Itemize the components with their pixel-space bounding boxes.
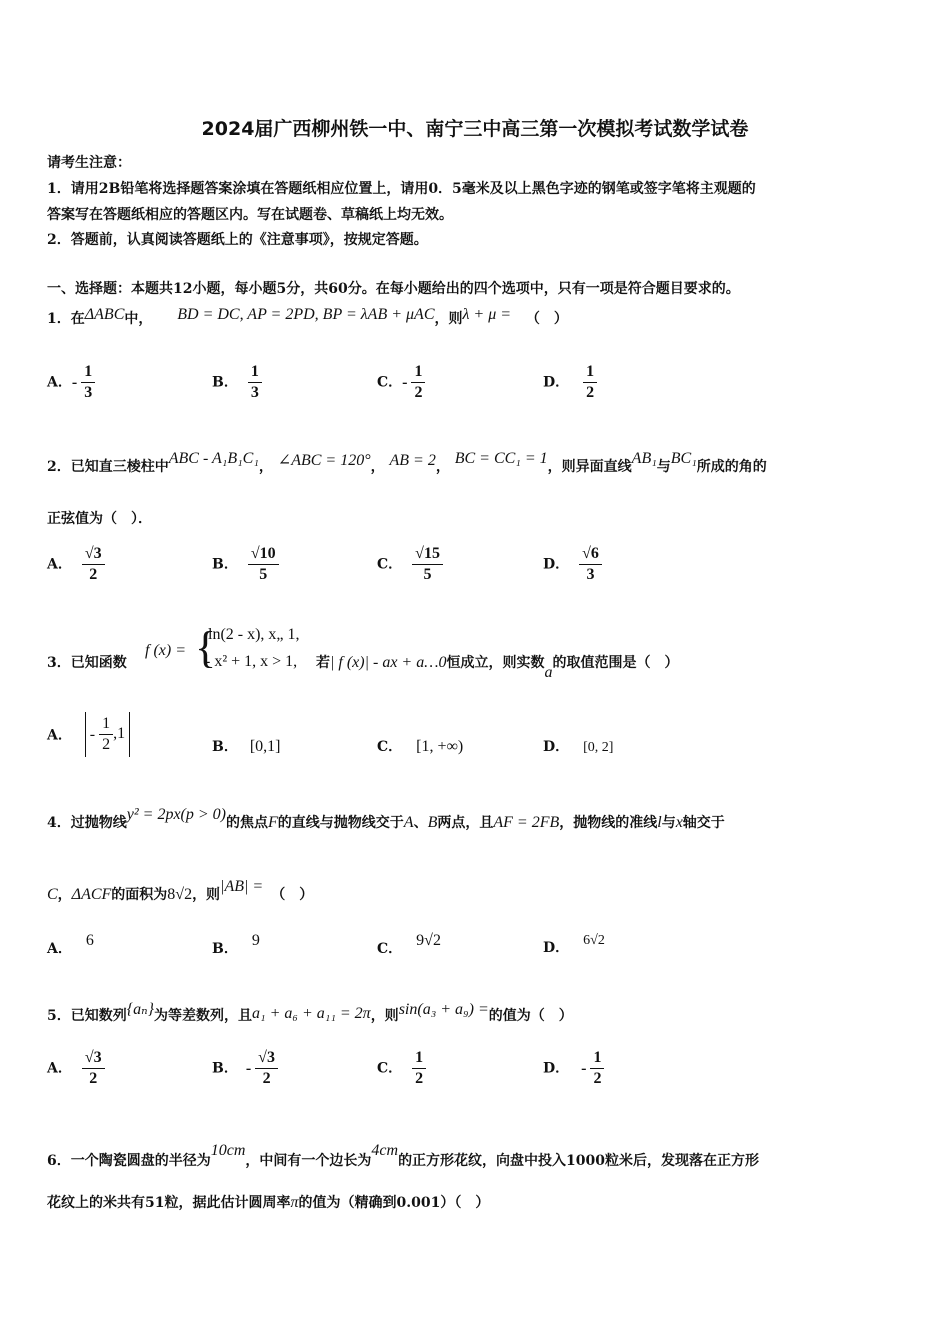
- q1-option-d[interactable]: D． $\frac{1}{2}$: [543, 362, 597, 403]
- q4-option-d[interactable]: D． 6√2: [543, 933, 605, 956]
- q2-option-d[interactable]: D． $\frac{√6}{3}$: [543, 544, 602, 585]
- q2-option-a[interactable]: A． $\frac{√3}{2}$: [47, 544, 105, 585]
- notice-item-1b: 答案写在答题纸相应的答题区内。写在试题卷、草稿纸上均无效。: [47, 207, 453, 223]
- q5-option-b[interactable]: B． - $\frac{√3}{2}$: [212, 1048, 278, 1089]
- q5-option-a[interactable]: A． $\frac{√3}{2}$: [47, 1048, 105, 1089]
- q3-function: f (x) =: [145, 642, 186, 659]
- q4-option-c[interactable]: C． 9√2: [377, 932, 441, 957]
- q2-option-b[interactable]: B． $\frac{√10}{5}$: [212, 544, 279, 585]
- q3-brace: {: [195, 623, 217, 672]
- q3-option-c[interactable]: C． [1, +∞): [377, 738, 464, 755]
- question-2-stem: 2．已知直三棱柱中ABC - A₁B₁C₁， ∠ABC = 120°， AB = 2， BC = CC₁ = 1，则异面直线AB₁与BC₁所成的角的: [47, 450, 767, 475]
- q5-option-d[interactable]: D． - $\frac{1}{2}$: [543, 1048, 604, 1089]
- question-3-stem-a: 3．已知函数: [47, 655, 127, 671]
- q1-option-b[interactable]: B． $\frac{1}{3}$: [212, 362, 262, 403]
- notice-item-2: 2．答题前，认真阅读答题纸上的《注意事项》，按规定答题。: [47, 232, 428, 248]
- question-3-stem-b: 若| f (x)| - ax + a…0恒成立，则实数a的取值范围是（ ）: [316, 654, 679, 681]
- question-6-stem-cont: 花纹上的米共有51粒，据此估计圆周率π的值为（精确到0.001）（ ）: [47, 1194, 490, 1211]
- q1-option-a[interactable]: A．- $\frac{1}{3}$: [47, 362, 95, 403]
- q4-option-b[interactable]: B． 9: [212, 932, 260, 957]
- question-6-stem: 6．一个陶瓷圆盘的半径为10cm，中间有一个边长为4cm的正方形花纹，向盘中投入1000粒米后，发现落在正方形: [47, 1142, 760, 1169]
- question-2-stem-cont: 正弦值为（ ）．: [47, 511, 152, 527]
- notice-item-1a: 1．请用2B铅笔将选择题答案涂填在答题纸相应位置上，请用0．5毫米及以上黑色字迹的钢笔或签字笔将主观题的: [47, 181, 756, 197]
- question-1-stem: 1．在ΔABC中， BD = DC, AP = 2PD, BP = λAB + μAC，则λ + μ = （ ）: [47, 306, 568, 327]
- q1-option-c[interactable]: C．- $\frac{1}{2}$: [377, 362, 425, 403]
- section-heading: 一、选择题：本题共12小题，每小题5分，共60分。在每小题给出的四个选项中，只有一项是符合题目要求的。: [47, 281, 740, 297]
- notice-heading: 请考生注意：: [47, 155, 131, 171]
- q5-option-c[interactable]: C． $\frac{1}{2}$: [377, 1048, 426, 1089]
- q3-option-d[interactable]: D． [0, 2]: [543, 739, 614, 755]
- exam-title: 2024届广西柳州铁一中、南宁三中高三第一次模拟考试数学试卷: [201, 118, 749, 140]
- q3-option-a[interactable]: A． - $\frac{1}{2}$ ,1: [47, 712, 130, 757]
- q2-option-c[interactable]: C． $\frac{√15}{5}$: [377, 544, 443, 585]
- q3-piece-1: ln(2 - x), x„ 1,: [208, 626, 300, 643]
- question-5-stem: 5．已知数列{aₙ}为等差数列，且a₁ + a₆ + a₁₁ = 2π，则sin(a₃ + a₉) =的值为（ ）: [47, 1001, 573, 1024]
- q3-piece-2: - x² + 1, x > 1,: [205, 653, 298, 670]
- question-4-stem-cont: C，ΔACF的面积为8√2，则|AB| = （ ）: [47, 878, 314, 903]
- q3-option-b[interactable]: B． [0,1]: [212, 738, 281, 755]
- question-4-stem: 4．过抛物线y² = 2px(p > 0)的焦点F的直线与抛物线交于A、B两点，且AF = 2FB，抛物线的准线l与x轴交于: [47, 806, 725, 831]
- q4-option-a[interactable]: A． 6: [47, 932, 94, 957]
